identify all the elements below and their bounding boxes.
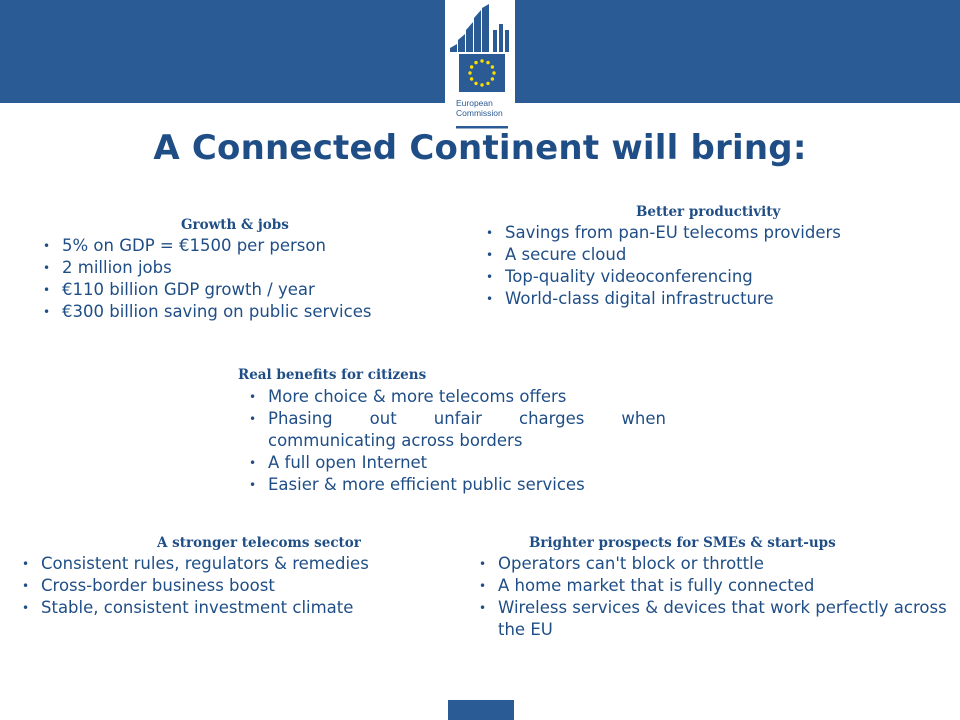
- eu-star-icon: [492, 71, 495, 74]
- european-commission-logo: [445, 0, 515, 132]
- list-item: • A secure cloud: [505, 244, 945, 266]
- list-item: • Stable, consistent investment climate: [41, 597, 441, 619]
- list-item: • More choice & more telecoms offers: [268, 386, 668, 408]
- list-item: • Consistent rules, regulators & remedies: [41, 553, 441, 575]
- telecoms-block: [41, 535, 441, 619]
- citizens-block: [238, 367, 668, 496]
- list-item: • Savings from pan-EU telecoms providers: [505, 222, 945, 244]
- logo-text-european: European: [456, 98, 493, 108]
- logo-text-commission: Commission: [456, 108, 503, 118]
- list-item: • Easier & more efficient public services: [268, 474, 668, 496]
- productivity-block: [505, 204, 945, 310]
- list-item: • Wireless services & devices that work perfectly across the EU: [498, 597, 948, 641]
- smes-heading: Brighter prospects for SMEs & start-ups: [529, 535, 836, 551]
- list-item: • €300 billion saving on public services: [62, 301, 460, 323]
- productivity-list: [505, 222, 945, 310]
- growth-heading: Growth & jobs: [181, 217, 289, 233]
- growth-block: [62, 217, 460, 323]
- list-item: • A home market that is fully connected: [498, 575, 948, 597]
- smes-block: [498, 535, 948, 641]
- page-title: A Connected Continent will bring:: [153, 128, 807, 168]
- list-item: • Top-quality videoconferencing: [505, 266, 945, 288]
- eu-star-icon: [486, 82, 489, 85]
- eu-star-icon: [474, 61, 477, 64]
- growth-list: [62, 235, 460, 323]
- telecoms-heading: A stronger telecoms sector: [157, 535, 361, 551]
- telecoms-list: [41, 553, 441, 619]
- eu-star-icon: [480, 59, 483, 62]
- eu-star-icon: [491, 65, 494, 68]
- list-item: • €110 billion GDP growth / year: [62, 279, 460, 301]
- list-item: • 2 million jobs: [62, 257, 460, 279]
- list-item: • 5% on GDP = €1500 per person: [62, 235, 460, 257]
- productivity-heading: Better productivity: [636, 204, 781, 220]
- list-item: • Phasing out unfair charges when communicating across borders: [268, 408, 666, 452]
- eu-star-icon: [468, 71, 471, 74]
- eu-star-icon: [480, 83, 483, 86]
- smes-list: [498, 553, 948, 641]
- eu-star-icon: [486, 61, 489, 64]
- bottom-flag-tab: [448, 700, 514, 720]
- eu-star-icon: [474, 82, 477, 85]
- list-item: • Cross-border business boost: [41, 575, 441, 597]
- eu-star-icon: [470, 77, 473, 80]
- eu-star-icon: [491, 77, 494, 80]
- list-item: • Operators can't block or throttle: [498, 553, 948, 575]
- list-item: • A full open Internet: [268, 452, 668, 474]
- eu-star-icon: [470, 65, 473, 68]
- citizens-heading: Real benefits for citizens: [238, 367, 427, 383]
- citizens-list: [238, 386, 668, 496]
- list-item: • World-class digital infrastructure: [505, 288, 945, 310]
